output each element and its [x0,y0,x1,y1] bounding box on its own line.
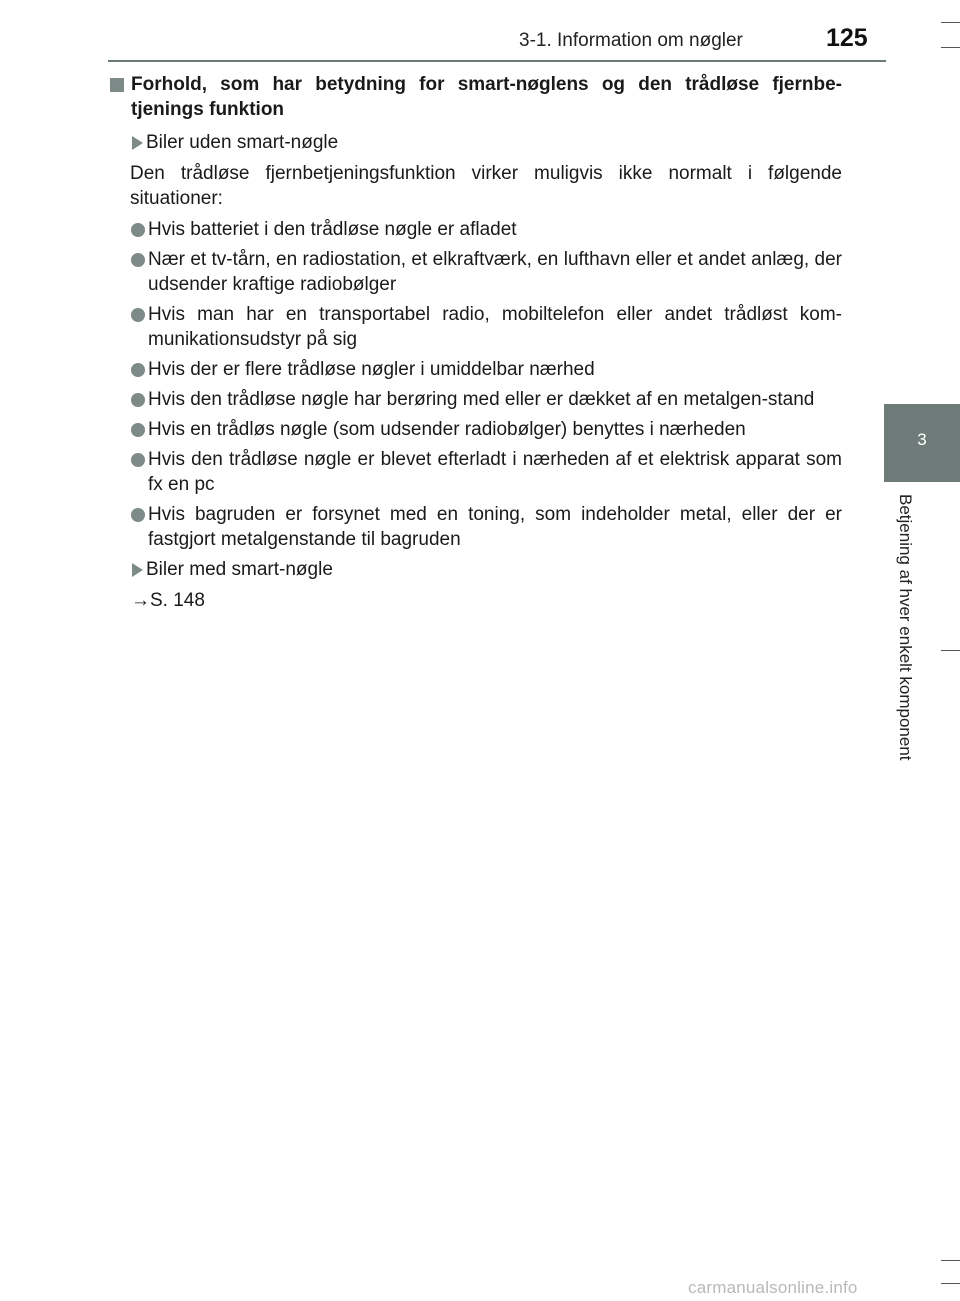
crop-mark [941,650,960,651]
chapter-number: 3 [917,430,927,449]
subheading-text: Biler uden smart-nøgle [146,132,339,153]
circle-bullet-icon [131,253,145,267]
main-content [108,72,842,613]
bullet-list [108,217,842,552]
page-reference-link[interactable]: →S. 148 [131,590,205,611]
circle-bullet-icon [131,393,145,407]
circle-bullet-icon [131,308,145,322]
list-item-text: Hvis en trådløs nøgle (som udsender radiobølger) benyttes i nærheden [148,419,746,440]
list-item-text: Hvis bagruden er forsynet med en toning, som indeholder metal, eller der er fastgjort metalgenstande til bagruden [148,504,842,550]
list-item-text: Nær et tv-tårn, en radiostation, et elkraftværk, en lufthavn eller et andet anlæg, der udsender kraftige radiobølger [148,249,842,295]
list-item [108,247,842,297]
list-item-text: Hvis der er flere trådløse nøgler i umiddelbar nærhed [148,359,595,380]
triangle-bullet-icon [132,136,143,150]
list-item [108,302,842,352]
crop-mark [941,1260,960,1261]
triangle-bullet-icon [132,563,143,577]
section-heading-text: Forhold, som har betydning for smart-nøglens og den trådløse fjernbe-tjenings funktion [131,74,842,120]
list-item-text: Hvis den trådløse nøgle er blevet efterladt i nærheden af et elektrisk apparat som fx en pc [148,449,842,495]
chapter-title: Betjening af hver enkelt komponent [896,494,915,761]
section-heading [108,72,842,122]
circle-bullet-icon [131,223,145,237]
chapter-tab [884,404,960,482]
crop-mark [941,22,960,23]
list-item [108,417,842,442]
circle-bullet-icon [131,508,145,522]
subheading-text: Biler med smart-nøgle [146,559,333,580]
subheading [108,130,842,155]
crop-mark [941,47,960,48]
subheading [108,557,842,582]
list-item [108,217,842,242]
list-item [108,502,842,552]
list-item-text: Hvis batteriet i den trådløse nøgle er afladet [148,219,517,240]
header-rule [108,60,886,62]
list-item [108,387,842,412]
list-item-text: Hvis den trådløse nøgle har berøring med eller er dækket af en metalgen-stand [148,389,815,410]
square-bullet-icon [110,78,124,92]
page-number: 125 [826,24,868,52]
header-section-title: 3-1. Information om nøgler [519,30,743,51]
intro-paragraph: Den trådløse fjernbetjeningsfunktion virker muligvis ikke normalt i følgende situationer: [130,163,842,209]
list-item [108,447,842,497]
circle-bullet-icon [131,423,145,437]
list-item [108,357,842,382]
crop-mark [941,1283,960,1284]
watermark-logo: carmanualsonline.info [688,1278,858,1297]
list-item-text: Hvis man har en transportabel radio, mobiltelefon eller andet trådløst kom-munikationsudstyr på sig [148,304,842,350]
circle-bullet-icon [131,363,145,377]
circle-bullet-icon [131,453,145,467]
